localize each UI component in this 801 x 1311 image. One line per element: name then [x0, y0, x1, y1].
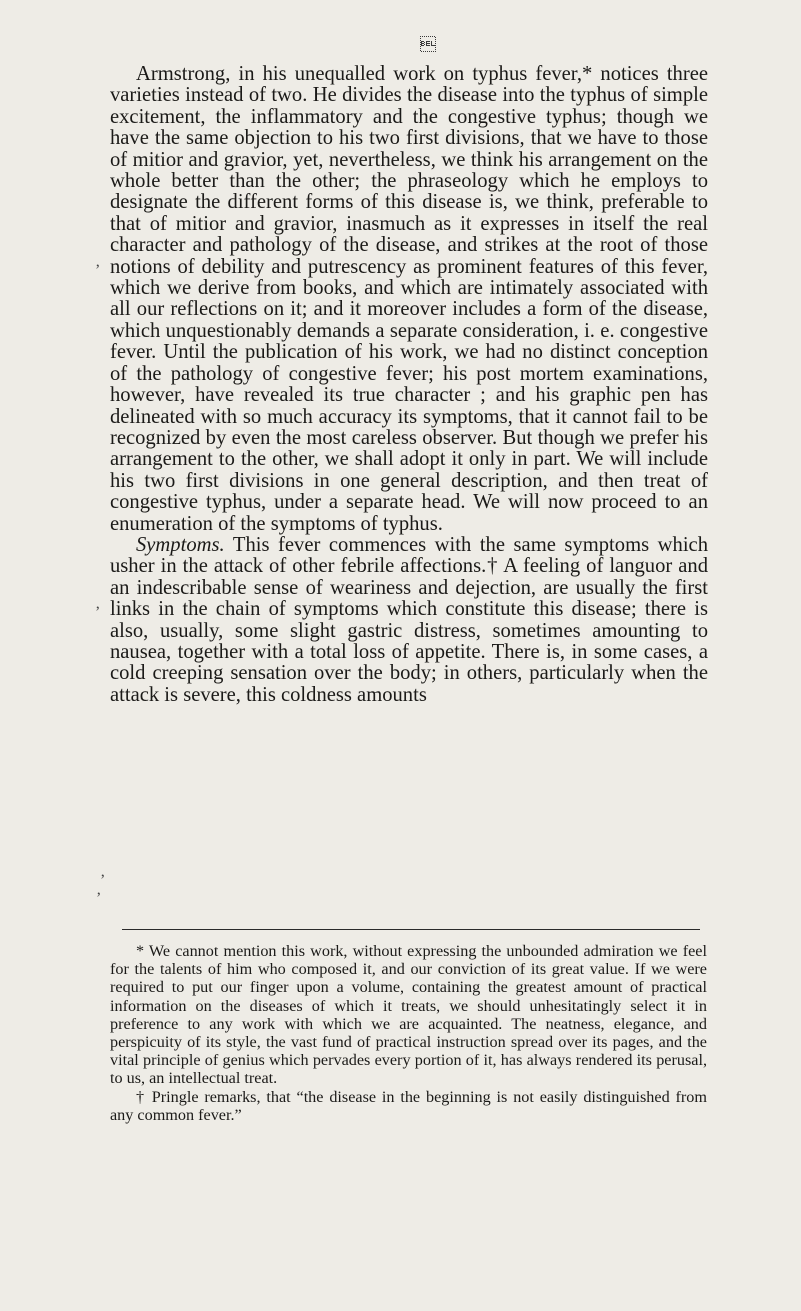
margin-mark: ’: [95, 262, 101, 279]
paragraph-text: This fever commences with the same symptoms which usher in the attack of other febrile affections.† A feeling of languor and an indescribable sense of weariness and dejection, are usually the first links in the chain of symptoms which constitute this disease; there is also, usually, some slight gastric distress, sometimes amounting to nausea, together with a total loss of appetite. There is, in some cases, a cold creeping sensation over the body; in others, particularly when the attack is severe, this coldness amounts: [110, 533, 708, 706]
footnote-divider: [122, 929, 700, 930]
margin-mark: ’: [100, 872, 106, 889]
footnotes: [110, 942, 707, 1124]
paragraph-text: Armstrong, in his unequalled work on typhus fever,* notices three varieties instead of two. He divides the disease into the typhus of simple excitement, the inflammatory and the congestive typhus; though we have the same objection to his two first divisions, that we have to those of mitior and gravior, yet, nevertheless, we think his arrangement on the whole better than the other; the phraseology which he employs to designate the different forms of this disease is, we think, preferable to that of mitior and gravior, inasmuch as it expresses in itself the real character and pathology of the disease, and strikes at the root of those notions of debility and putrescency as prominent features of this fever, which we derive from books, and which are intimately associated with all our reflections on it; and it moreover includes a form of the disease, which unquestionably demands a separate consideration, i. e. congestive fever. Until the publication of his work, we had no distinct conception of the pathology of congestive fever; his post mortem examinations, however, have revealed its true character ; and his graphic pen has delineated with so much accuracy its symptoms, that it cannot fail to be recognized by even the most careless observer. But though we prefer his arrangement to the other, we shall adopt it only in part. We will include his two first divisions in one general description, and then treat of congestive typhus, under a separate head. We will now proceed to an enumeration of the symptoms of typhus.: [110, 63, 708, 535]
footnote: * We cannot mention this work, without expressing the unbounded admiration we feel for the talents of him who composed it, and our conviction of its great value. If we were required to put our finger upon a volume, containing the greatest amount of practical information on the diseases of which it treats, we should unhesitatingly select it in preference to any work with which we are acquainted. The neatness, elegance, and perspicuity of its style, the vast fund of practical instruction spread over its pages, and the vital principle of genius which pervades every portion of it, has always rendered its perusal, to us, an intellectual treat.: [110, 942, 707, 1088]
body-text: [110, 64, 708, 706]
margin-mark: ’: [95, 604, 101, 621]
paragraph-lead: Symptoms.: [136, 533, 225, 556]
footnote: † Pringle remarks, that “the disease in the beginning is not easily distinguished from any common fever.”: [110, 1087, 707, 1124]
paragraph: [110, 535, 708, 706]
margin-mark: ’: [96, 890, 102, 907]
paragraph: [110, 64, 708, 535]
page-marker: : [420, 37, 436, 54]
